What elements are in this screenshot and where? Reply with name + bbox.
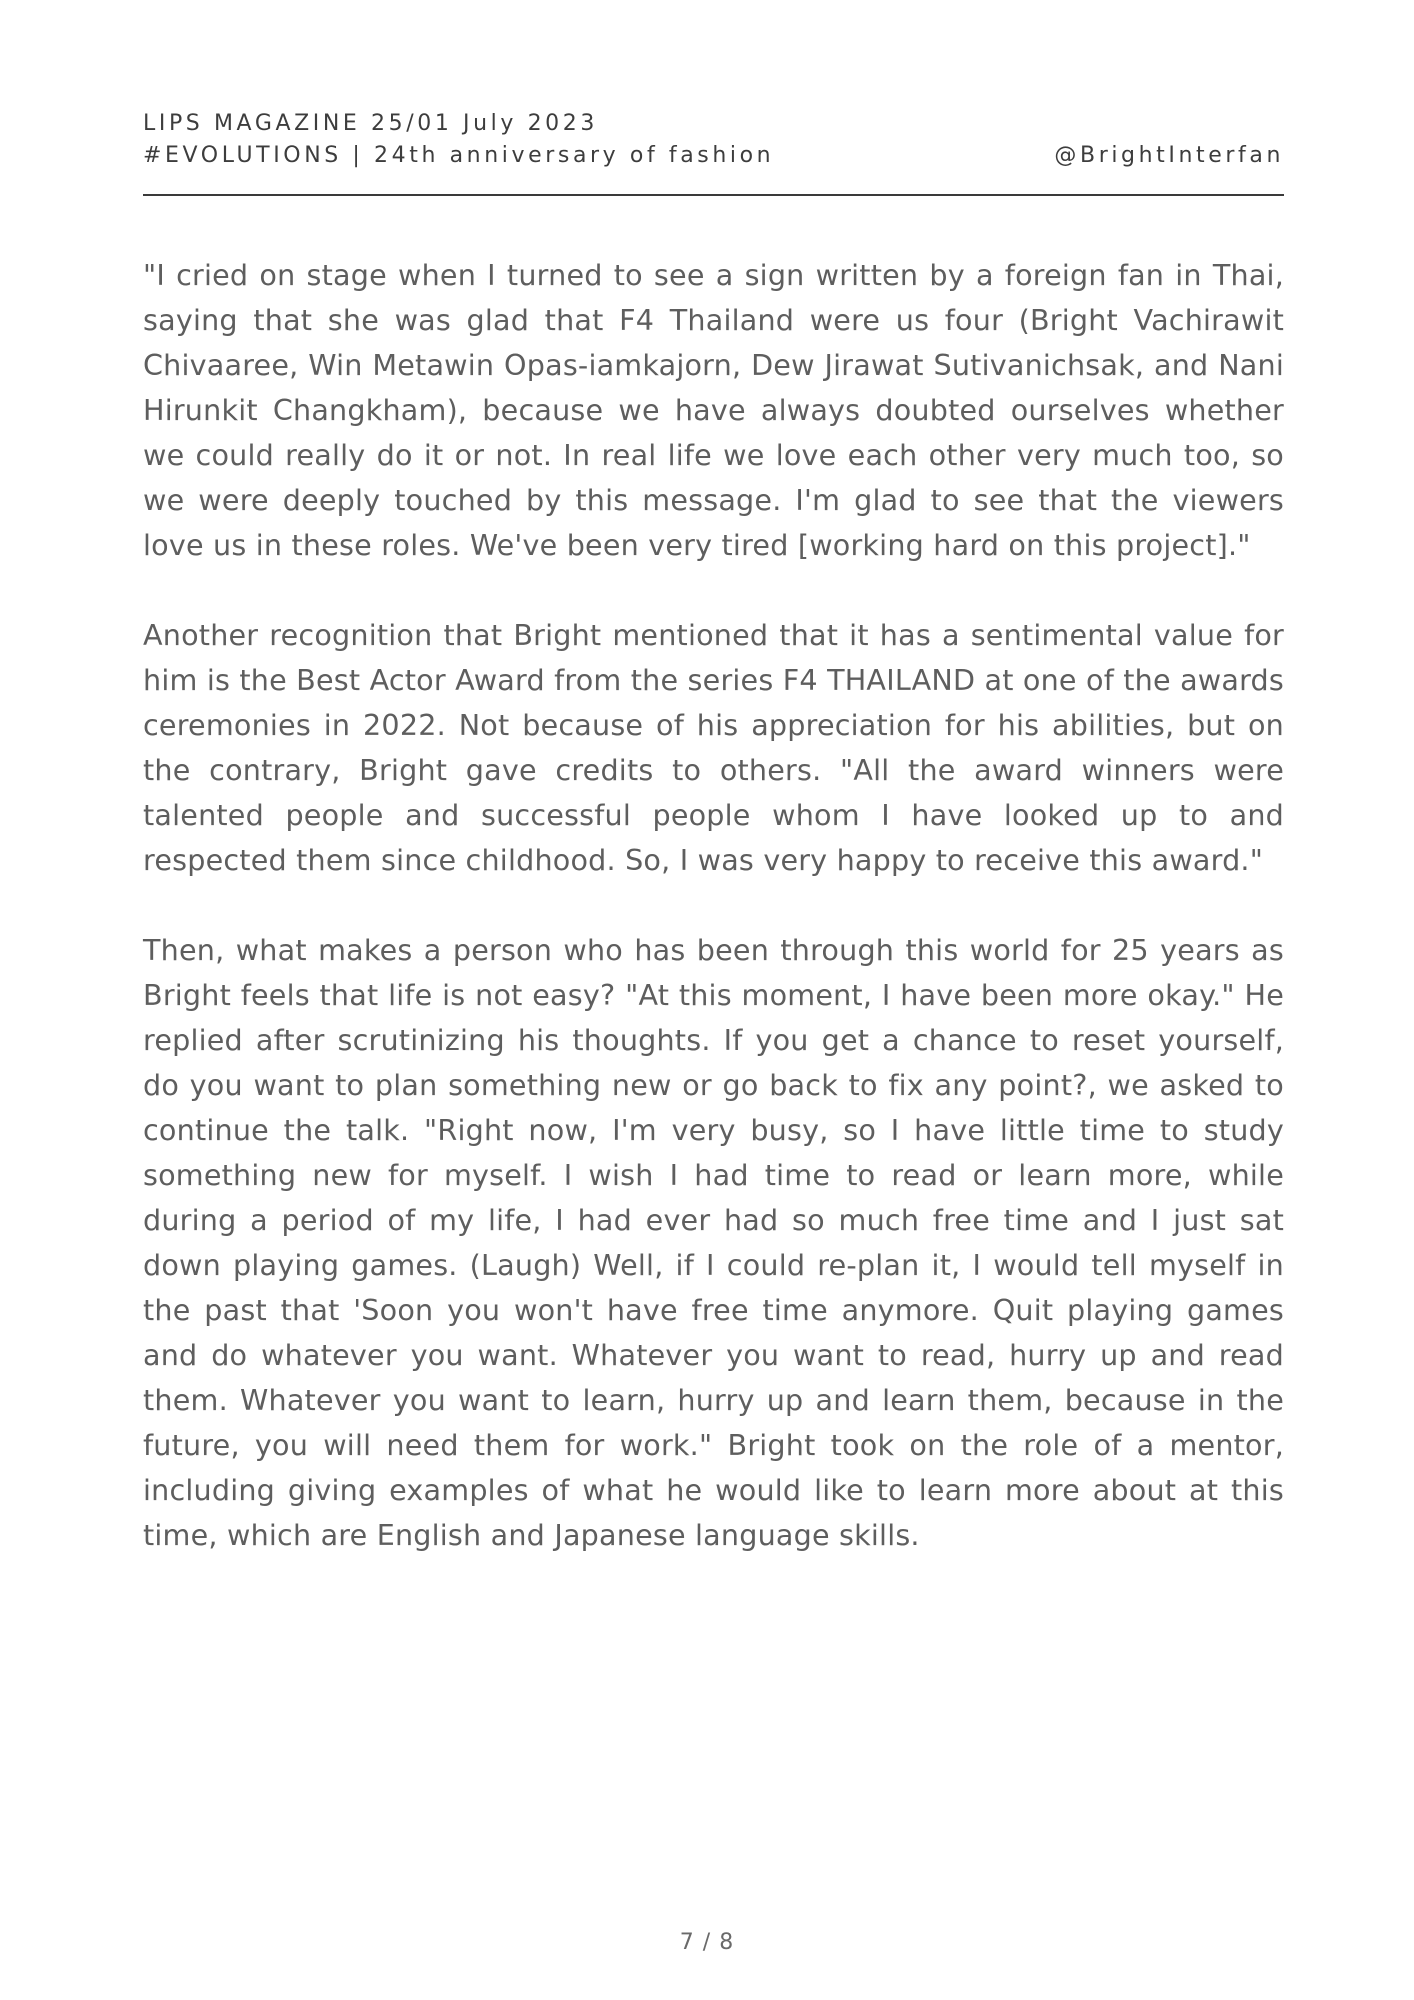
paragraph: Then, what makes a person who has been through this world for 25 years as Bright feels that life is not easy? "At this moment, I have been more okay." He replied after scrutinizing his thoughts. If you get a chance to reset yourself, do you want to plan something new or go back to fix any point?, we asked to continue the talk. "Right now, I'm very busy, so I have little time to study something new for myself. I wish I had time to read or learn more, while during a period of my life, I had ever had so much free time and I just sat down playing games. (Laugh) Well, if I could re-plan it, I would tell myself in the past that 'Soon you won't have free time anymore. Quit playing games and do whatever you want. Whatever you want to read, hurry up and read them. Whatever you want to learn, hurry up and learn them, because in the future, you will need them for work." Bright took on the role of a mentor, including giving examples of what he would like to learn more about at this time, which are English and Japanese language skills. xyxy=(143,933,1284,1552)
magazine-issue: LIPS MAGAZINE 25/01 July 2023 xyxy=(143,111,598,136)
author-handle: @BrightInterfan xyxy=(1054,143,1284,168)
paragraph: "I cried on stage when I turned to see a sign written by a foreign fan in Thai, saying that she was glad that F4 Thailand were us four (Bright Vachirawit Chivaaree, Win Metawin Opas-iamkajorn, Dew Jirawat Sutivanichsak, and Nani Hirunkit Changkham), because we have always doubted ourselves whether we could really do it or not. In real life we love each other very much too, so we were deeply touched by this message. I'm glad to see that the viewers love us in these roles. We've been very tired [working hard on this project]." xyxy=(143,258,1284,562)
header-divider xyxy=(143,194,1284,196)
issue-theme: #EVOLUTIONS | 24th anniversary of fashion xyxy=(143,143,775,168)
page-header xyxy=(143,108,1284,198)
article-body xyxy=(143,253,1284,1603)
page-number: 7 / 8 xyxy=(679,1930,735,1955)
paragraph: Another recognition that Bright mentioned that it has a sentimental value for him is the Best Actor Award from the series F4 THAILAND at one of the awards ceremonies in 2022. Not because of his appreciation for his abilities, but on the contrary, Bright gave credits to others. "All the award winners were talented people and successful people whom I have looked up to and respected them since childhood. So, I was very happy to receive this award." xyxy=(143,618,1284,877)
